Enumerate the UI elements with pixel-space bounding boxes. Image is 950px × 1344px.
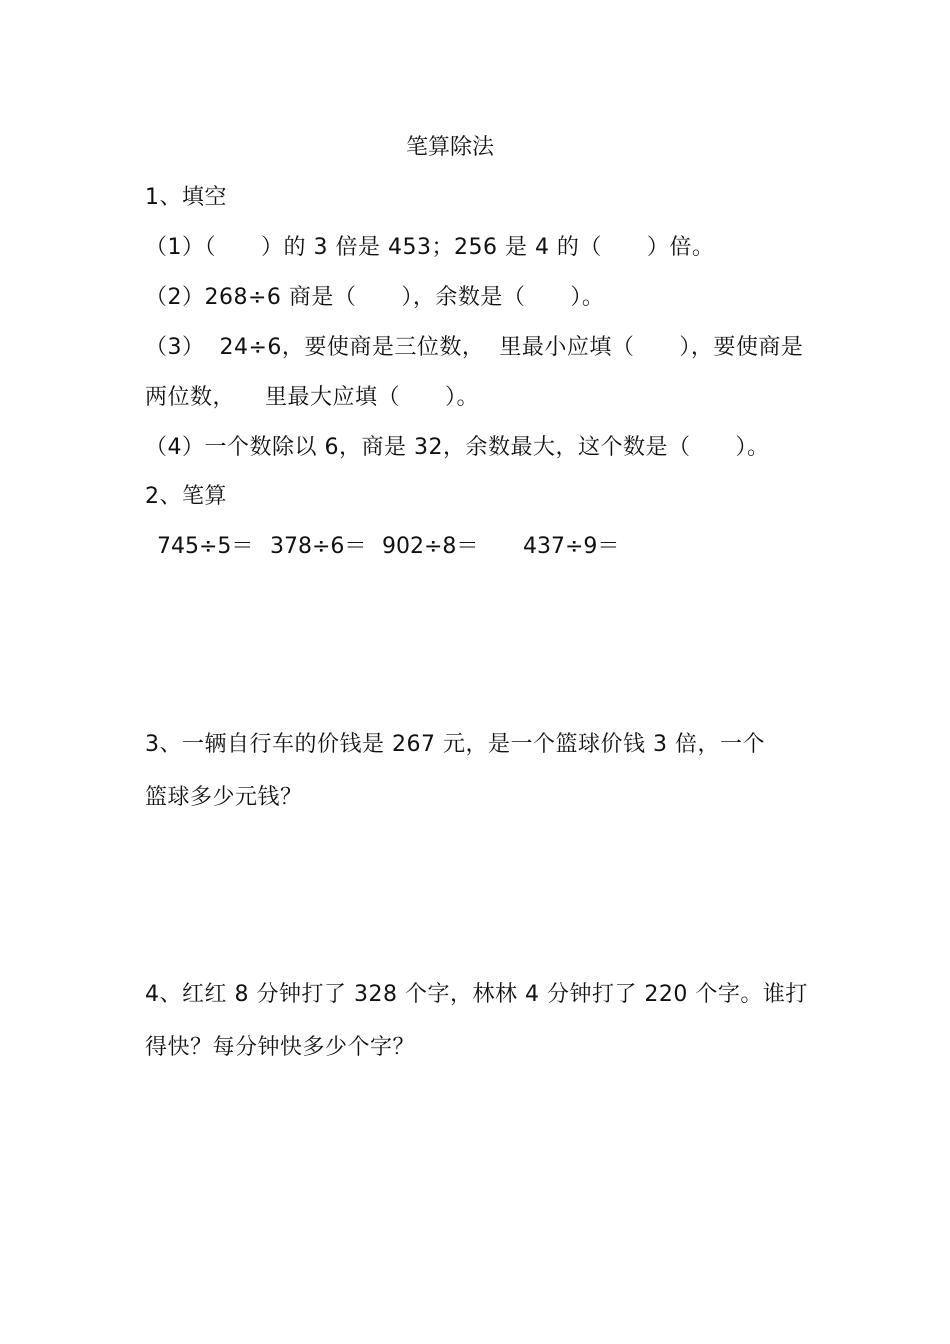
question-4-line2: 得快？每分钟快多少个字？	[145, 1035, 416, 1060]
section2-heading: 2、笔算	[145, 484, 227, 509]
section1-heading: 1、填空	[145, 185, 227, 210]
page-title: 笔算除法	[405, 135, 494, 160]
question-4-line1: 4、红红 8 分钟打了 328 个字，林林 4 分钟打了 220 个字。谁打	[145, 982, 808, 1007]
question-1-1: （1）（ ）的 3 倍是 453；256 是 4 的（ ）倍。	[145, 235, 715, 260]
calc-item: 745÷5＝	[157, 534, 254, 559]
calc-item: 378÷6＝	[270, 534, 367, 559]
question-3-line2: 篮球多少元钱？	[145, 785, 303, 810]
question-3-line1: 3、一辆自行车的价钱是 267 元，是一个篮球价钱 3 倍，一个	[145, 732, 765, 757]
question-1-2: （2）268÷6 商是（ ），余数是（ ）。	[145, 285, 605, 310]
question-1-3-line2: 两位数， 里最大应填（ ）。	[145, 385, 479, 410]
question-1-3-line1: （3） 24÷6，要使商是三位数， 里最小应填（ ），要使商是	[145, 335, 804, 360]
calc-item: 902÷8＝	[382, 534, 479, 559]
calc-item: 437÷9＝	[523, 534, 620, 559]
question-1-4: （4）一个数除以 6，商是 32，余数最大，这个数是（ ）。	[145, 435, 770, 460]
